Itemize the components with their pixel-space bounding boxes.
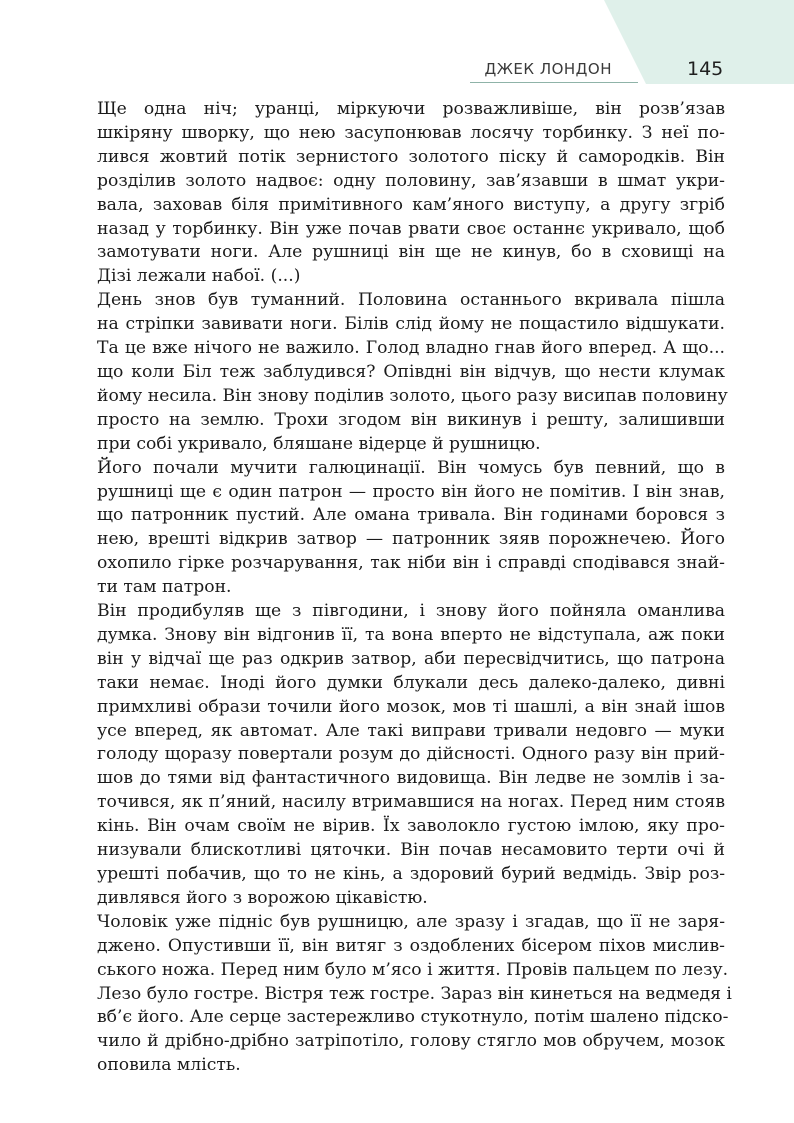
- text-line: оповила млість.: [97, 1055, 241, 1076]
- text-line: джено. Опустивши її, він витяг з оздоблених бісером піхов мислив-: [97, 935, 725, 956]
- text-line: примхливі образи точили його мозок, мов ті шашлі, а він знай ішов: [97, 696, 725, 717]
- text-line: йому несила. Він знову поділив золото, цього разу висипав половину: [97, 385, 728, 406]
- paragraph: [97, 98, 725, 289]
- running-head-author: ДЖЕК ЛОНДОН: [484, 60, 612, 78]
- text-line: Та це вже нічого не важило. Голод владно гнав його вперед. А що...: [97, 338, 725, 359]
- text-line: Лезо було гостре. Вістря теж гостре. Зараз він кинеться на ведмедя і: [97, 983, 732, 1004]
- text-line: рушниці ще є один патрон — просто він його не помітив. І він знав,: [97, 481, 725, 502]
- text-line: Чоловік уже підніс був рушницю, але зразу і згадав, що її не заря-: [97, 911, 725, 932]
- text-line: урешті побачив, що то не кінь, а здоровий бурий ведмідь. Звір роз-: [97, 864, 725, 884]
- paragraph: [97, 457, 725, 600]
- page-number: 145: [687, 58, 724, 80]
- paragraph: [97, 289, 728, 456]
- text-line: розділив золото надвоє: одну половину, зав’язавши в шмат укри-: [97, 170, 725, 191]
- text-line: замотувати ноги. Але рушниці він ще не кинув, бо в сховищі на: [97, 242, 725, 263]
- story-text: [97, 98, 732, 1078]
- text-line: вала, заховав біля примітивного кам’яного виступу, а другу згріб: [97, 194, 725, 215]
- text-line: охопило гірке розчарування, так ніби він і справді сподівався знай-: [97, 553, 725, 574]
- text-line: День знов був туманний. Половина останнього вкривала пішла: [97, 290, 725, 311]
- text-line: голоду щоразу повертали розум до дійсності. Одного разу він прий-: [97, 744, 725, 765]
- text-line: таки немає. Іноді його думки блукали десь далеко-далеко, дивні: [97, 672, 725, 693]
- text-line: шов до тями від фантастичного видовища. Він ледве не зомлів і за-: [97, 768, 725, 789]
- header-rule: [470, 82, 638, 83]
- text-line: ти там патрон.: [97, 577, 232, 598]
- text-line: думка. Знову він відгонив її, та вона вперто не відступала, аж поки: [97, 624, 725, 645]
- text-line: вб’є його. Але серце застережливо стукотнуло, потім шалено підско-: [97, 1007, 729, 1028]
- text-line: він у відчаї ще раз одкрив затвор, аби пересвідчитись, що патрона: [97, 648, 725, 669]
- text-line: точився, як п’яний, насилу втримавшися на ногах. Перед ним стояв: [97, 792, 725, 813]
- text-line: кінь. Він очам своїм не вірив. Їх заволокло густою імлою, яку про-: [97, 816, 725, 837]
- text-line: дивлявся його з ворожою цікавістю.: [97, 887, 428, 908]
- text-line: Ще одна ніч; уранці, міркуючи розважливіше, він розв’язав: [97, 99, 725, 119]
- text-line: Його почали мучити галюцинації. Він чомусь був певний, що в: [97, 457, 725, 478]
- running-header: [0, 58, 794, 84]
- text-line: що патронник пустий. Але омана тривала. Він годинами боровся з: [97, 505, 725, 526]
- text-line: що коли Біл теж заблудився? Опівдні він відчув, що нести клумак: [97, 361, 725, 382]
- text-line: Дізі лежали набої. (...): [97, 266, 301, 287]
- text-line: чило й дрібно-дрібно затріпотіло, голову стягло мов обручем, мозок: [97, 1031, 725, 1052]
- paragraph: [97, 600, 725, 911]
- text-line: Він продибуляв ще з півгодини, і знову його пойняла оманлива: [97, 601, 725, 622]
- text-line: при собі укривало, бляшане відерце й рушницю.: [97, 433, 541, 454]
- text-line: низували блискотливі цяточки. Він почав несамовито терти очі й: [97, 840, 725, 861]
- paragraph: [97, 911, 732, 1078]
- text-line: шкіряну шворку, що нею засупонював лосячу торбинку. З неї по-: [97, 122, 725, 143]
- text-line: на стріпки завивати ноги. Білів слід йому не пощастило відшукати.: [97, 314, 725, 335]
- text-line: нею, врешті відкрив затвор — патронник зяяв порожнечею. Його: [97, 529, 725, 550]
- text-line: назад у торбинку. Він уже почав рвати своє останнє укривало, щоб: [97, 218, 725, 239]
- text-line: ського ножа. Перед ним було м’ясо і життя. Провів пальцем по лезу.: [97, 959, 729, 980]
- text-line: лився жовтий потік зернистого золотого піску й самородків. Він: [97, 146, 725, 167]
- text-line: усе вперед, як автомат. Але такі виправи тривали недовго — муки: [97, 720, 725, 741]
- text-line: просто на землю. Трохи згодом він викинув і решту, залишивши: [97, 409, 725, 430]
